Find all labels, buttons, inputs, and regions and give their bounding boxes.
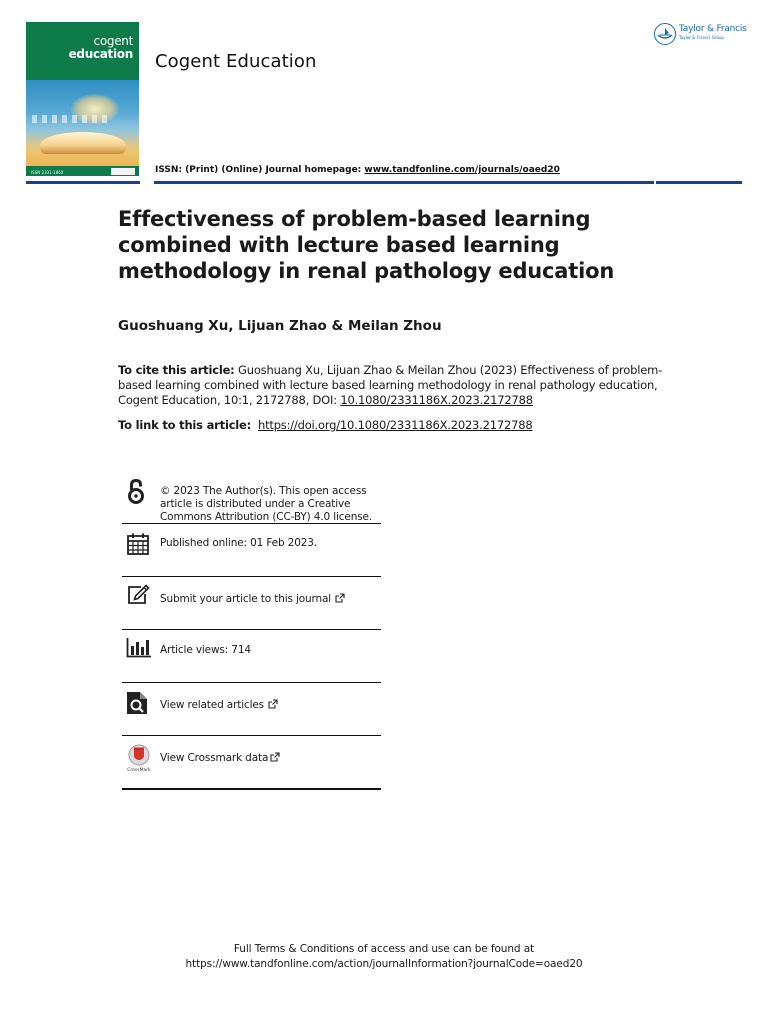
article-doi-link[interactable]: https://doi.org/10.1080/2331186X.2023.2172788 — [257, 418, 533, 432]
info-row-related[interactable] — [122, 683, 381, 736]
publisher-subname: Taylor & Francis Group — [679, 35, 724, 40]
cover-photo — [26, 80, 139, 170]
terms-line: Full Terms & Conditions of access and use can be found at — [233, 943, 535, 955]
info-row-crossmark[interactable] — [122, 736, 381, 790]
crossmark-label: CrossMark — [127, 768, 151, 772]
info-row-open-access — [122, 476, 381, 524]
edit-icon — [126, 584, 150, 606]
cite-doi-link[interactable]: 10.1080/2331186X.2023.2172788 — [340, 393, 533, 408]
publisher-logo[interactable] — [654, 22, 746, 46]
header-rule-gap — [140, 181, 154, 184]
article-info-list — [122, 476, 381, 790]
related-articles-label: View related articles — [160, 699, 264, 711]
info-row-submit[interactable] — [122, 577, 381, 630]
article-title: Effectiveness of problem-based learning combined with lecture based learning methodology in renal pathology education — [118, 207, 615, 283]
cite-text: Guoshuang Xu, Lijuan Zhao & Meilan Zhou (2023) Effectiveness of problem-based learning combined with lecture based learning methodology in renal pathology education, Cogent Education, 10:1, 2172788, DOI: — [118, 363, 663, 408]
cover-grid-decoration — [32, 115, 112, 123]
published-date: Published online: 01 Feb 2023. — [160, 537, 317, 549]
search-document-icon — [126, 691, 148, 715]
article-views: Article views: 714 — [160, 644, 251, 656]
issn-line — [155, 165, 560, 175]
header-rule — [26, 181, 742, 184]
submit-article-label: Submit your article to this journal — [160, 593, 332, 605]
external-link-icon — [268, 699, 278, 709]
cite-label: To cite this article: — [118, 363, 235, 377]
publisher-name: Taylor & Francis — [679, 24, 747, 34]
open-access-icon — [126, 478, 146, 506]
view-related-articles-link[interactable] — [160, 699, 380, 712]
article-link-line — [118, 418, 532, 432]
external-link-icon — [335, 593, 345, 603]
calendar-icon — [126, 532, 150, 556]
terms-footer — [0, 942, 768, 972]
open-access-text: © 2023 The Author(s). This open access article is distributed under a Creative Commons Attribution (CC-BY) 4.0 license. — [160, 485, 373, 523]
cover-brand-line2: education — [68, 47, 133, 61]
info-row-published — [122, 524, 381, 577]
external-link-icon — [270, 752, 280, 762]
citation-block — [118, 363, 663, 409]
crossmark-icon — [127, 744, 153, 772]
cover-footer-band — [26, 166, 139, 176]
cover-open-book — [40, 132, 126, 154]
journal-name: Cogent Education — [155, 51, 317, 72]
crossmark-data-label: View Crossmark data — [160, 752, 269, 764]
journal-cover-image — [26, 22, 139, 176]
cover-issn: ISSN 2331-186X — [31, 170, 64, 175]
bar-chart-icon — [126, 637, 152, 659]
publisher-logo-icon — [654, 23, 676, 45]
issn-label: ISSN: (Print) (Online) Journal homepage: — [155, 165, 365, 175]
journal-homepage-link[interactable]: www.tandfonline.com/journals/oaed20 — [364, 165, 560, 175]
cover-brand-line1: cogent — [93, 34, 133, 48]
header-rule-gap — [654, 181, 656, 184]
cover-publisher-logo — [111, 168, 135, 175]
cover-brand — [69, 35, 133, 61]
info-row-views — [122, 630, 381, 683]
link-label: To link to this article: — [118, 418, 252, 432]
view-crossmark-link[interactable] — [160, 752, 380, 765]
terms-url[interactable]: https://www.tandfonline.com/action/journalInformation?journalCode=oaed20 — [185, 958, 583, 970]
submit-article-link[interactable] — [160, 593, 380, 606]
article-authors: Guoshuang Xu, Lijuan Zhao & Meilan Zhou — [118, 318, 442, 334]
